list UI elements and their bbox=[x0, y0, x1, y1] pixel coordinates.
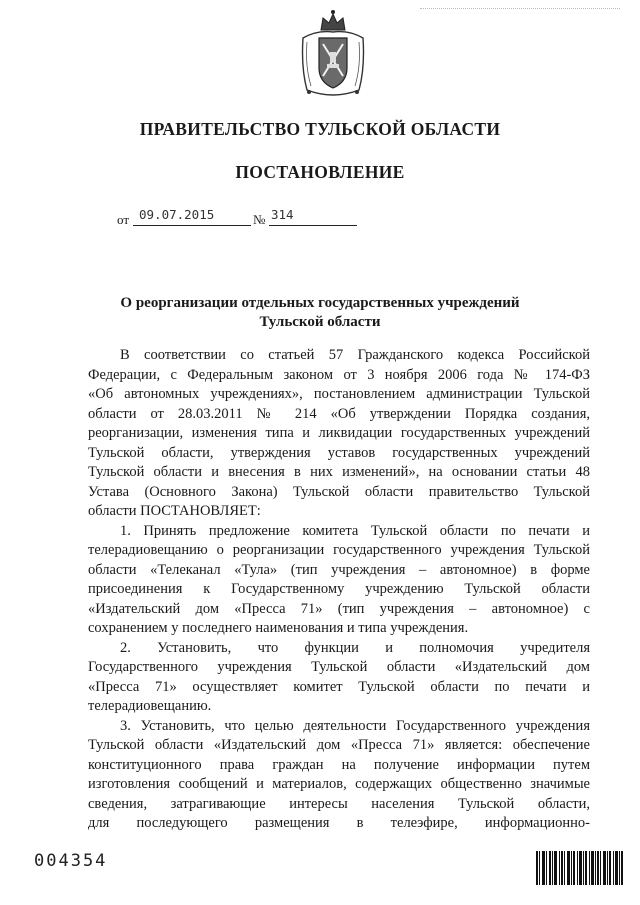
body-line: области от 28.03.2011 № 214 «Об утверждении Порядка создания, bbox=[88, 405, 590, 422]
scan-artifact-line bbox=[420, 8, 620, 11]
body-line: сохранением у последнего наименования и типа учреждения. bbox=[88, 620, 469, 636]
from-label: от bbox=[117, 212, 130, 227]
body-line: реорганизации, изменения типа и ликвидации государственных учреждений bbox=[88, 425, 590, 441]
body-line: 3. Установить, что целью деятельности Государственного учреждения bbox=[120, 717, 590, 734]
title-line: Тульской области bbox=[259, 314, 381, 330]
document-body bbox=[88, 346, 590, 834]
document-type-heading: ПОСТАНОВЛЕНИЕ bbox=[235, 162, 405, 182]
body-line: области «Телеканал «Тула» (тип учреждения – автономное) в форме bbox=[88, 561, 590, 578]
number-label: № bbox=[253, 212, 266, 227]
body-line: «Пресса 71» осуществляет комитет Тульской области по печати и bbox=[88, 678, 590, 695]
body-line: «Об автономных учреждениях», постановлением администрации Тульской bbox=[88, 386, 590, 402]
title-line: О реорганизации отдельных государственных учреждений bbox=[120, 295, 520, 311]
body-line: присоединения к Государственному учреждению Тульской области bbox=[88, 581, 590, 597]
body-line: телерадиовещанию. bbox=[88, 698, 212, 714]
body-line: сведения, затрагивающие интересы населения Тульской области, bbox=[88, 795, 590, 812]
document-title bbox=[100, 294, 540, 332]
body-line: области ПОСТАНОВЛЯЕТ: bbox=[88, 503, 261, 519]
body-line: Государственного учреждения Тульской области «Издательский дом bbox=[88, 659, 590, 675]
body-line: Тульской области, утверждения уставов государственных учреждений bbox=[88, 444, 590, 461]
barcode-icon bbox=[536, 851, 624, 885]
body-line: изготовления сообщений и материалов, содержащих общественно значимые bbox=[88, 776, 590, 792]
date-number-line bbox=[117, 208, 377, 228]
body-line: «Издательский дом «Пресса 71» (тип учреждения – автономное) с bbox=[88, 600, 590, 617]
body-line: 1. Принять предложение комитета Тульской области по печати и bbox=[120, 522, 590, 539]
body-line: телерадиовещанию о реорганизации государственного учреждения Тульской bbox=[88, 542, 590, 558]
document-number: 314 bbox=[271, 207, 294, 222]
body-line: 2. Установить, что функции и полномочия учредителя bbox=[120, 639, 590, 656]
tula-coat-of-arms-icon bbox=[299, 8, 367, 100]
government-heading: ПРАВИТЕЛЬСТВО ТУЛЬСКОЙ ОБЛАСТИ bbox=[139, 119, 501, 139]
body-line: Устава (Основного Закона) Тульской области правительство Тульской bbox=[88, 483, 590, 500]
body-line: для последующего размещения в телеэфире, информационно- bbox=[88, 815, 590, 831]
body-line: Федерации, с Федеральным законом от 3 ноября 2006 года № 174-ФЗ bbox=[88, 366, 590, 383]
body-line: Тульской области «Издательский дом «Пресса 71» является: обеспечение bbox=[88, 737, 590, 753]
body-line: конституционного права граждан на получение информации путем bbox=[88, 756, 590, 773]
body-line: Тульской области и внесения в них изменений», на основании статьи 48 bbox=[88, 464, 590, 480]
document-date: 09.07.2015 bbox=[139, 207, 215, 222]
body-line: В соответствии со статьей 57 Гражданского кодекса Российской bbox=[120, 347, 590, 363]
serial-number: 004354 bbox=[34, 851, 108, 871]
